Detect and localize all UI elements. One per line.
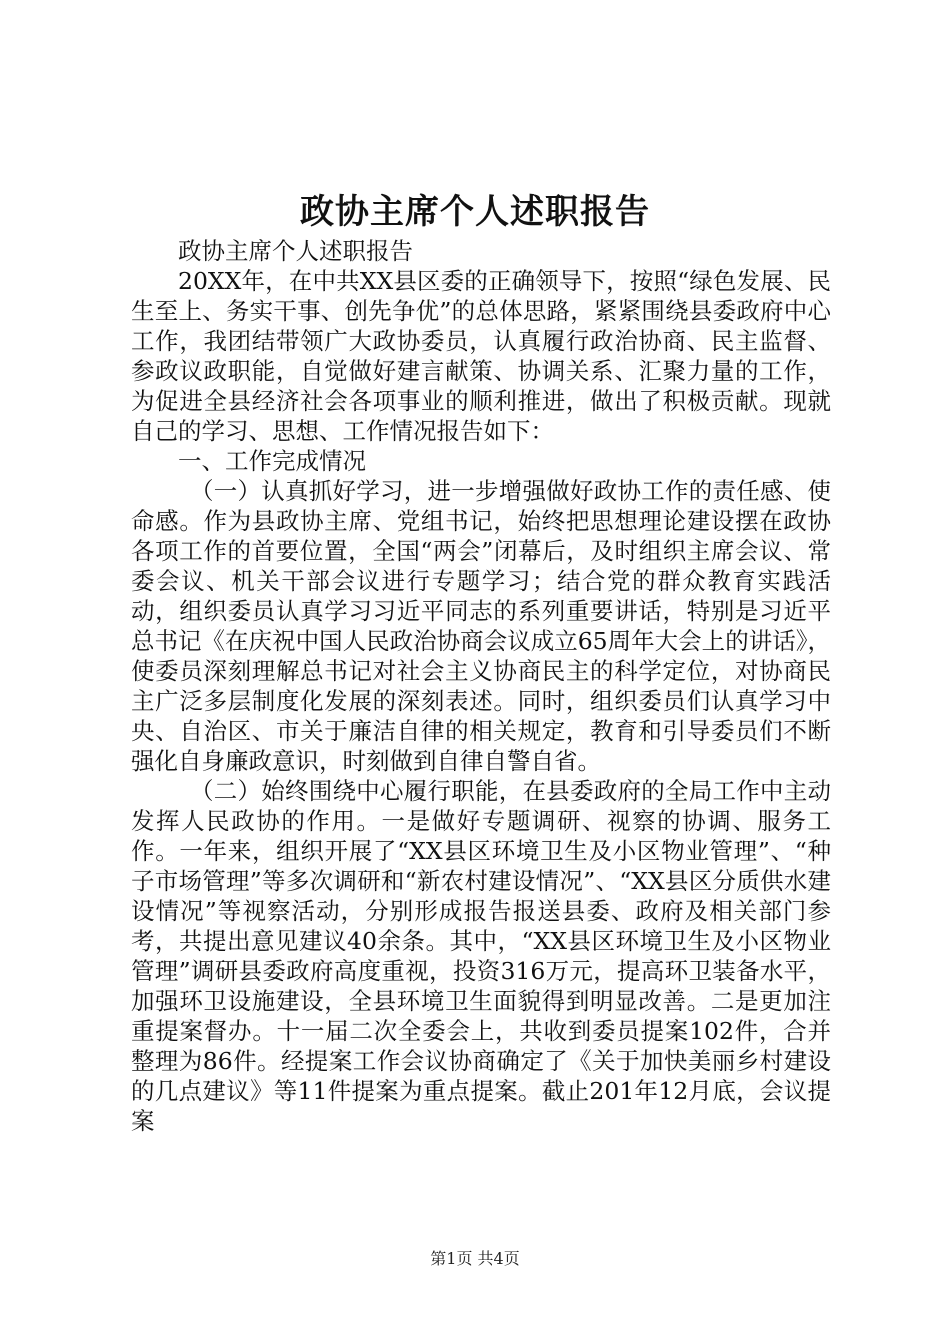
page-footer: 第1页 共4页 <box>430 1249 520 1268</box>
intro-paragraph: 20XX年，在中共XX县区委的正确领导下，按照“绿色发展、民生至上、务实干事、创先争优”的总体思路，紧紧围绕县委政府中心工作，我团结带领广大政协委员，认真履行政治协商、民主监督、参政议政职能，自觉做好建言献策、协调关系、汇聚力量的工作，为促进全县经济社会各项事业的顺利推进，做出了积极贡献。现就自己的学习、思想、工作情况报告如下： <box>131 267 831 445</box>
document-title: 政协主席个人述职报告 <box>300 192 650 232</box>
document-body <box>131 236 831 1136</box>
section-1-paragraph: （一）认真抓好学习，进一步增强做好政协工作的责任感、使命感。作为县政协主席、党组书记，始终把思想理论建设摆在政协各项工作的首要位置，全国“两会”闭幕后，及时组织主席会议、常委会议、机关干部会议进行专题学习；结合党的群众教育实践活动，组织委员认真学习习近平同志的系列重要讲话，特别是习近平总书记《在庆祝中国人民政治协商会议成立65周年大会上的讲话》，使委员深刻理解总书记对社会主义协商民主的科学定位，对协商民主广泛多层制度化发展的深刻表述。同时，组织委员们认真学习中央、自治区、市关于廉洁自律的相关规定，教育和引导委员们不断强化自身廉政意识，时刻做到自律自警自省。 <box>131 477 831 775</box>
section-2-paragraph: （二）始终围绕中心履行职能，在县委政府的全局工作中主动发挥人民政协的作用。一是做好专题调研、视察的协调、服务工作。一年来，组织开展了“XX县区环境卫生及小区物业管理”、“种子市场管理”等多次调研和“新农村建设情况”、“XX县区分质供水建设情况”等视察活动，分别形成报告报送县委、政府及相关部门参考，共提出意见建议40余条。其中，“XX县区环境卫生及小区物业管理”调研县委政府高度重视，投资316万元，提高环卫装备水平，加强环卫设施建设，全县环境卫生面貌得到明显改善。二是更加注重提案督办。十一届二次全委会上，共收到委员提案102件，合并整理为86件。经提案工作会议协商确定了《关于加快美丽乡村建设的几点建议》等11件提案为重点提案。截止201年12月底，会议提案 <box>131 777 831 1135</box>
section-heading: 一、工作完成情况 <box>178 447 366 475</box>
subtitle-paragraph: 政协主席个人述职报告 <box>178 237 413 265</box>
